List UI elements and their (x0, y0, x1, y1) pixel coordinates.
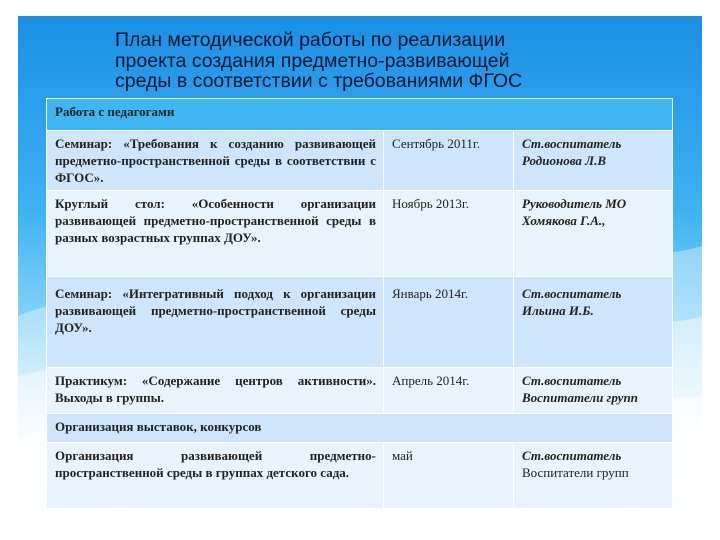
title-line-2: проекта создания предметно-развивающей (115, 49, 510, 72)
section-title: Организация выставок, конкурсов (47, 414, 673, 443)
plan-table (46, 98, 673, 509)
section-header-teachers (47, 99, 673, 131)
responsible-role: Ст.воспитатель (522, 286, 622, 301)
event-cell: Круглый стол: «Особенности организации развивающей предметно-пространственной среды в разных возрастных группах ДОУ». (47, 191, 384, 277)
title-line-3: среды в соответствии с требованиями ФГОС (115, 70, 523, 92)
table-row (47, 368, 673, 414)
table-row (47, 131, 673, 191)
responsible-role: Ст.воспитатель (522, 373, 622, 388)
responsible-cell (514, 191, 673, 277)
event-cell: Семинар: «Требования к созданию развивающей предметно-пространственной среды в соответствии с ФГОС». (47, 131, 384, 191)
event-cell: Организация развивающей предметно-пространственной среды в группах детского сада. (47, 443, 384, 509)
table-row (47, 277, 673, 368)
responsible-role: Ст.воспитатель (522, 136, 622, 151)
event-cell: Семинар: «Интегративный подход к организации развивающей предметно-пространственной среды ДОУ». (47, 277, 384, 368)
table-row (47, 191, 673, 277)
date-cell: Сентябрь 2011г. (384, 131, 514, 191)
section-header-exhibitions (47, 414, 673, 443)
responsible-role: Ст.воспитатель (522, 448, 622, 463)
date-cell: Апрель 2014г. (384, 368, 514, 414)
responsible-name: Воспитатели групп (522, 465, 629, 480)
responsible-name: Ильина И.Б. (522, 303, 594, 318)
responsible-cell (514, 443, 673, 509)
title-line-1: План методической работы по реализации (115, 29, 506, 51)
responsible-cell (514, 131, 673, 191)
responsible-cell (514, 368, 673, 414)
section-title: Работа с педагогами (47, 99, 673, 131)
responsible-name: Воспитатели групп (522, 390, 638, 405)
responsible-name: Родионова Л.В (522, 153, 607, 168)
responsible-cell (514, 277, 673, 368)
responsible-name: Хомякова Г.А., (522, 213, 606, 228)
table-row (47, 443, 673, 509)
event-cell: Практикум: «Содержание центров активности». Выходы в группы. (47, 368, 384, 414)
date-cell: май (384, 443, 514, 509)
date-cell: Ноябрь 2013г. (384, 191, 514, 277)
slide-title (115, 30, 607, 92)
date-cell: Январь 2014г. (384, 277, 514, 368)
responsible-role: Руководитель МО (522, 196, 627, 211)
